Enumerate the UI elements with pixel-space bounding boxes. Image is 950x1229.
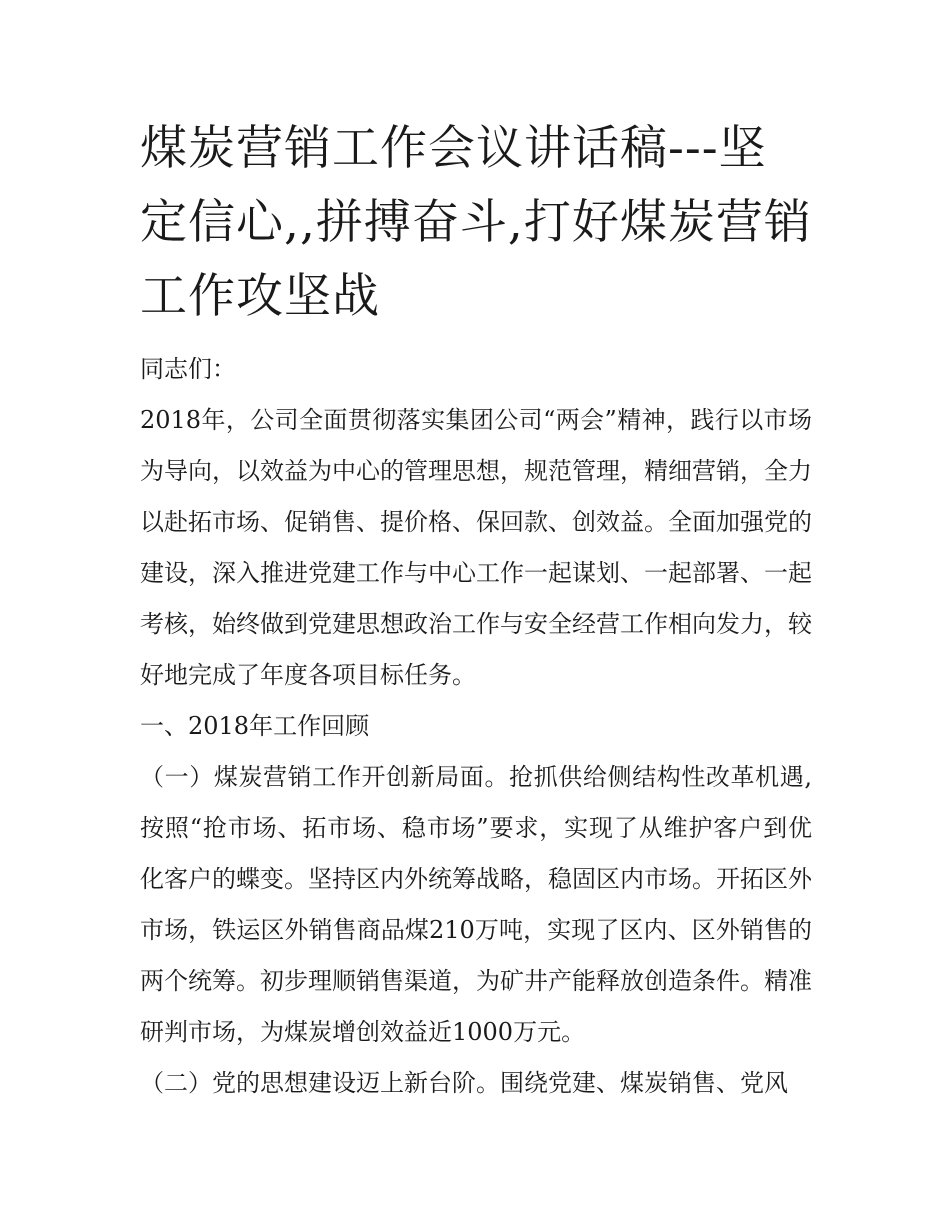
intro-paragraph: 2018年，公司全面贯彻落实集团公司“两会”精神，践行以市场为导向，以效益为中心的管理思想，规范管理，精细营销，全力以赴拓市场、促销售、提价格、保回款、创效益。全面加强党的建设，深入推进党建工作与中心工作一起谋划、一起部署、一起考核，始终做到党建思想政治工作与安全经营工作相向发力，较好地完成了年度各项目标任务。: [140, 406, 812, 689]
document-title: 煤炭营销工作会议讲话稿---坚定信心,,拼搏奋斗,打好煤炭营销工作攻坚战: [140, 121, 812, 324]
subsection-2-paragraph: （二）党的思想建设迈上新台阶。围绕党建、煤炭销售、党风: [140, 1069, 788, 1097]
subsection-1-paragraph: （一）煤炭营销工作开创新局面。抢抓供给侧结构性改革机遇,按照“抢市场、拓市场、稳市场”要求，实现了从维护客户到优化客户的蝶变。坚持区内外统筹战略，稳固区内市场。开拓区外市场，铁运区外销售商品煤210万吨，实现了区内、区外销售的两个统筹。初步理顺销售渠道，为矿井产能释放创造条件。精准研判市场，为煤炭增创效益近1000万元。: [140, 763, 812, 1046]
section-heading: 一、2018年工作回顾: [140, 712, 370, 740]
salutation: 同志们：: [140, 355, 236, 383]
document-page: [140, 112, 812, 1109]
